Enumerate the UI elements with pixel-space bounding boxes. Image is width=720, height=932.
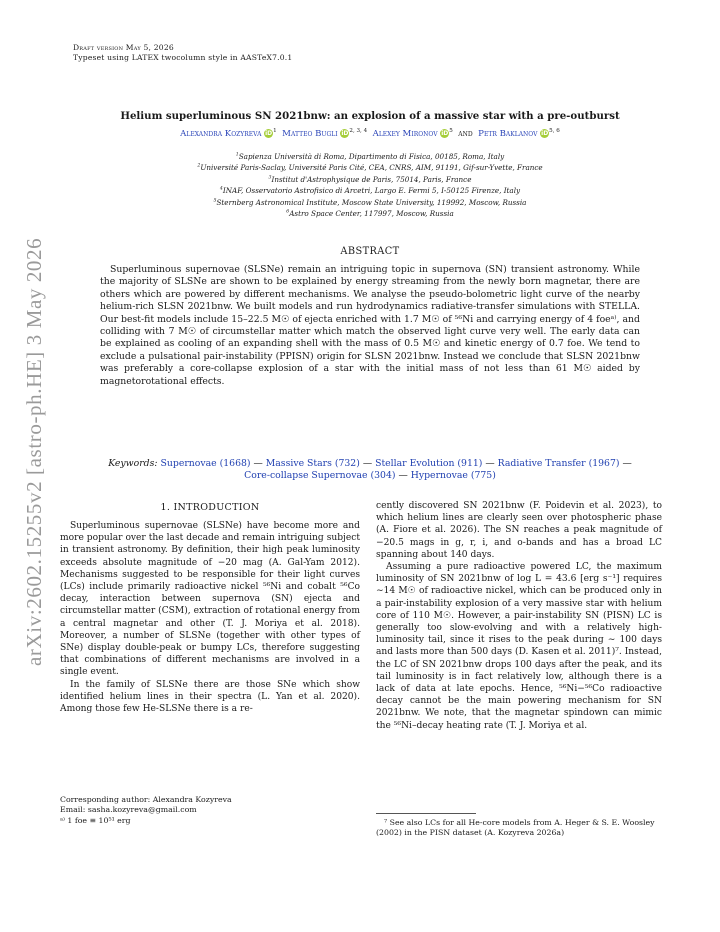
orcid-icon[interactable]: iD <box>441 130 449 137</box>
keywords-label: Keywords: <box>108 458 158 469</box>
arxiv-stamp[interactable]: arXiv:2602.15255v2 [astro-ph.HE] 3 May 2026 <box>22 237 46 666</box>
author-name[interactable]: Petr Baklanov <box>478 129 538 139</box>
paragraph: In the family of SLSNe there are those SNe which show identified helium lines in their spectra (L. Yan et al. 2020). Among those few He-SLSNe there is a re- <box>60 679 360 715</box>
abstract-text: Superluminous supernovae (SLSNe) remain an intriguing topic in supernova (SN) transient astronomy. While the majority of SLSNe are shown to be explained by energy streaming from the newly born magnetar, there are others which are powered by different mechanisms. We analyse the pseudo-bolometric light curve of the nearby helium-rich SLSN 2021bnw. We built models and run hydrodynamics radiative-transfer simulations with STELLA. Our best-fit models include 15–22.5 M☉ of ejecta enriched with 1.7 M☉ of ⁵⁶Ni and carrying energy of 4 foeᵃ⁾, and colliding with 7 M☉ of circumstellar matter which match the observed light curve very well. The early data can be explained as cooling of an expanding shell with the mass of 0.5 M☉ and kinetic energy of 0.7 foe. We tend to exclude a pulsational pair-instability (PPISN) origin for SLSN 2021bnw. Instead we conclude that SLSN 2021bnw was preferably a core-collapse explosion of a star with the initial mass of not less than 61 M☉ aided by magnetorotational effects. <box>100 264 640 387</box>
author-affil-sup: 2, 3, 4 <box>349 128 368 135</box>
author-name[interactable]: Matteo Bugli <box>282 129 338 139</box>
keyword-link[interactable]: Supernovae (1668) <box>160 458 251 469</box>
footnote-rule <box>376 813 476 814</box>
affiliation: $^2$Université Paris-Saclay, Université Paris Cité, CEA, CNRS, AIM, 91191, Gif-sur-Yvette, France <box>197 163 543 173</box>
affiliation: $^4$INAF, Osservatorio Astrofisico di Arcetri, Largo E. Fermi 5, I-50125 Firenze, Italy <box>219 186 521 196</box>
keyword-link[interactable]: Hypernovae (775) <box>410 470 496 482</box>
footnote-a: ᵃ⁾ 1 foe ≡ 10⁵¹ erg <box>60 815 131 825</box>
author-name[interactable]: Alexandra Kozyreva <box>180 129 262 139</box>
keywords: Keywords: Supernovae (1668) — Massive Stars (732) — Stellar Evolution (911) — Radiative Transfer (1967) — Core-collapse Supernovae (304) — Hypernovae (775) <box>108 458 632 482</box>
affiliation: $^6$Astro Space Center, 117997, Moscow, Russia <box>286 209 454 219</box>
draft-version-line: Draft version May 5, 2026 <box>73 43 174 52</box>
authors-and: and <box>458 129 473 139</box>
left-footnotes <box>60 795 360 826</box>
author-email[interactable]: Email: sasha.kozyreva@gmail.com <box>60 805 197 815</box>
affiliation: $^5$Sternberg Astronomical Institute, Moscow State University, 119992, Moscow, Russia <box>213 197 527 207</box>
paper-title: Helium superluminous SN 2021bnw: an explosion of a massive star with a pre-outburst <box>120 110 620 122</box>
paragraph: Superluminous supernovae (SLSNe) have become more and more popular over the last decade and remain intriguing subject in transient astronomy. By definition, their high peak luminosity exceeds absolute magnitude of −20 mag (A. Gal-Yam 2012). Mechanisms suggested to be responsible for their light curves (LCs) include primarily radioactive nickel ⁵⁶Ni and cobalt ⁵⁶Co decay, interaction between supernova (SN) ejecta and circumstellar matter (CSM), extraction of rotational energy from a central magnetar and other (T. J. Moriya et al. 2018). Moreover, a number of SLSNe (together with other types of SNe) display double-peak or bumpy LCs, therefore suggesting that combinations of different mechanisms are involved in a single event. <box>60 521 360 678</box>
orcid-icon[interactable]: iD <box>341 130 349 137</box>
paragraph: cently discovered SN 2021bnw (F. Poidevin et al. 2023), to which helium lines are clearly seen over photospheric phase (A. Fiore et al. 2026). The SN reaches a peak magnitude of −20.5 mags in g, r, i, and o-bands and has a broad LC spanning about 140 days. <box>376 501 662 560</box>
corresponding-author: Corresponding author: Alexandra Kozyreva <box>60 795 232 804</box>
orcid-icon[interactable]: iD <box>265 130 273 137</box>
keyword-link[interactable]: Radiative Transfer (1967) <box>497 458 620 469</box>
author-affil-sup: 1 <box>273 128 277 135</box>
keyword-link[interactable]: Massive Stars (732) <box>265 458 360 469</box>
author-name[interactable]: Alexey Mironov <box>372 129 438 139</box>
orcid-icon[interactable]: iD <box>541 130 549 137</box>
paragraph: Assuming a pure radioactive powered LC, the maximum luminosity of SN 2021bnw of log L = 43.6 [erg s⁻¹] requires ∼14 M☉ of radioactive nickel, which can be produced only in a pair-instability explosion of a very massive star with helium core of 110 M☉. However, a pair-instability SN (PISN) LC is generally too slow-evolving and with a relatively high-luminosity tail, since it rises to the peak during ∼ 100 days and lasts more than 500 days (D. Kasen et al. 2011)⁷. Instead, the LC of SN 2021bnw drops 100 days after the peak, and its tail luminosity is in fact relatively low, although there is a lack of data at late epochs. Hence, ⁵⁶Ni−⁵⁶Co radioactive decay cannot be the main powering mechanism for SN 2021bnw. We note, that the magnetar spindown can mimic the ⁵⁶Ni–decay heating rate (T. J. Moriya et al. <box>376 562 662 731</box>
author-list <box>60 129 680 139</box>
right-column-body <box>376 500 662 732</box>
abstract-heading: ABSTRACT <box>340 246 400 257</box>
affiliations <box>60 151 680 219</box>
section-heading-introduction: 1. INTRODUCTION <box>160 502 260 513</box>
affiliation: $^3$Institut d'Astrophysique de Paris, 75014, Paris, France <box>268 174 472 184</box>
author-affil-sup: 5 <box>449 128 453 135</box>
keyword-link[interactable]: Stellar Evolution (911) <box>375 458 483 469</box>
left-column-body <box>60 520 360 715</box>
typeset-line: Typeset using LATEX twocolumn style in AASTeX7.0.1 <box>73 53 293 62</box>
keyword-link[interactable]: Core-collapse Supernovae (304) <box>244 470 396 482</box>
footnote-7: ⁷ See also LCs for all He-core models from A. Heger & S. E. Woosley (2002) in the PISN dataset (A. Kozyreva 2026a) <box>376 818 655 838</box>
affiliation: $^1$Sapienza Università di Roma, Dipartimento di Fisica, 00185, Roma, Italy <box>235 152 505 161</box>
author-affil-sup: 5, 6 <box>549 128 560 135</box>
